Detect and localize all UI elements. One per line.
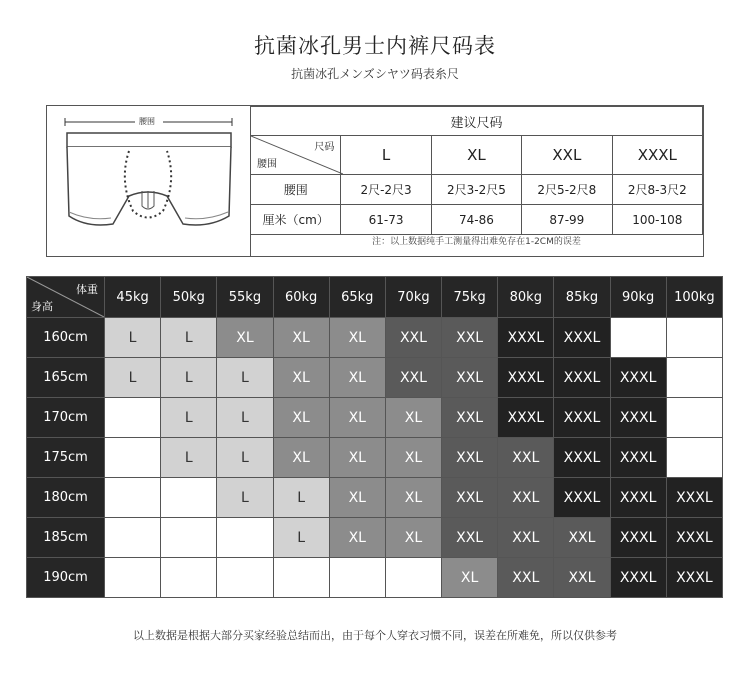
size-cell <box>161 478 217 518</box>
size-cell: XL <box>329 478 385 518</box>
size-cell: XL <box>329 438 385 478</box>
weight-header: 75kg <box>442 277 498 318</box>
size-cell: XXXL <box>610 558 666 598</box>
size-cell: XL <box>329 358 385 398</box>
size-cell: L <box>161 438 217 478</box>
size-cell <box>610 318 666 358</box>
waist-value: 2尺-2尺3 <box>341 175 431 205</box>
size-cell: XXL <box>385 318 441 358</box>
corner-waist-label: 腰围 <box>257 159 277 170</box>
table-row <box>27 358 723 398</box>
table-row <box>27 438 723 478</box>
size-cell <box>217 558 273 598</box>
size-cell: XL <box>385 438 441 478</box>
weight-header: 90kg <box>610 277 666 318</box>
size-cell: L <box>273 478 329 518</box>
size-header: XXL <box>522 136 612 175</box>
weight-header: 50kg <box>161 277 217 318</box>
size-cell: XXL <box>442 398 498 438</box>
page-title: 抗菌冰孔男士内裤尺码表 <box>254 34 496 58</box>
size-cell: XL <box>273 318 329 358</box>
size-cell <box>161 518 217 558</box>
measurement-note: 注：以上数据纯手工测量得出难免存在1-2CM的误差 <box>372 237 581 247</box>
waist-value: 2尺8-3尺2 <box>612 175 702 205</box>
weight-header: 85kg <box>554 277 610 318</box>
page-subtitle: 抗菌冰孔メンズシヤツ码表糸尺 <box>291 67 459 81</box>
size-cell: XL <box>329 518 385 558</box>
size-cell <box>385 558 441 598</box>
size-cell: XXXL <box>666 558 722 598</box>
size-cell: XXL <box>442 478 498 518</box>
size-cell: XXL <box>442 318 498 358</box>
corner-size-label: 尺码 <box>314 142 335 153</box>
size-cell <box>273 558 329 598</box>
size-cell: L <box>273 518 329 558</box>
height-header: 190cm <box>27 558 105 598</box>
weight-header: 45kg <box>105 277 161 318</box>
table-row <box>27 318 723 358</box>
size-cell: XL <box>442 558 498 598</box>
size-cell: L <box>217 478 273 518</box>
table-row <box>27 558 723 598</box>
height-header: 165cm <box>27 358 105 398</box>
size-cell: XL <box>385 398 441 438</box>
size-cell: XXL <box>442 358 498 398</box>
height-header: 175cm <box>27 438 105 478</box>
size-header: L <box>341 136 431 175</box>
size-cell: L <box>161 358 217 398</box>
row-label: 厘米（cm） <box>251 205 341 235</box>
disclaimer-footer: 以上数据是根据大部分买家经验总结而出，由于每个人穿衣习惯不同，误差在所难免，所以仅供参考 <box>133 629 617 642</box>
size-cell: XXXL <box>554 318 610 358</box>
size-cell: XXXL <box>498 358 554 398</box>
size-cell <box>105 558 161 598</box>
weight-header: 100kg <box>666 277 722 318</box>
size-chart-box <box>46 105 704 257</box>
table-row <box>27 398 723 438</box>
waist-label: 腰围 <box>139 117 155 126</box>
size-cell: XXL <box>498 558 554 598</box>
size-cell: L <box>105 318 161 358</box>
size-cell <box>666 438 722 478</box>
size-cell: XXXL <box>666 518 722 558</box>
cm-value: 61-73 <box>341 205 431 235</box>
size-cell <box>105 478 161 518</box>
boxer-illustration-icon <box>47 106 250 256</box>
size-cell: L <box>217 398 273 438</box>
size-cell: XXXL <box>610 438 666 478</box>
table-row <box>27 478 723 518</box>
height-header: 180cm <box>27 478 105 518</box>
size-cell: XL <box>385 518 441 558</box>
cm-value: 100-108 <box>612 205 702 235</box>
size-cell <box>105 398 161 438</box>
grid-corner <box>27 277 105 318</box>
height-weight-grid <box>26 276 723 598</box>
cm-value: 74-86 <box>431 205 521 235</box>
size-cell: L <box>217 358 273 398</box>
size-cell: L <box>217 438 273 478</box>
size-cell <box>329 558 385 598</box>
weight-header: 70kg <box>385 277 441 318</box>
size-cell: XXXL <box>610 518 666 558</box>
size-table-caption: 建议尺码 <box>251 107 703 136</box>
corner-height-label: 身高 <box>31 300 53 313</box>
size-cell <box>161 558 217 598</box>
size-cell: XXL <box>442 438 498 478</box>
size-cell <box>666 318 722 358</box>
size-cell: XXXL <box>610 478 666 518</box>
waist-value: 2尺3-2尺5 <box>431 175 521 205</box>
size-cell: XXXL <box>554 478 610 518</box>
size-cell: XXXL <box>498 318 554 358</box>
size-table-corner <box>251 136 341 175</box>
size-header: XXXL <box>612 136 702 175</box>
size-cell: L <box>161 318 217 358</box>
size-cell: XXXL <box>666 478 722 518</box>
size-cell: XXXL <box>554 398 610 438</box>
size-cell <box>105 518 161 558</box>
size-cell: XXL <box>498 478 554 518</box>
size-cell: XXXL <box>498 398 554 438</box>
weight-header: 80kg <box>498 277 554 318</box>
size-cell: XXXL <box>554 438 610 478</box>
height-header: 170cm <box>27 398 105 438</box>
height-header: 185cm <box>27 518 105 558</box>
cm-value: 87-99 <box>522 205 612 235</box>
size-cell: L <box>105 358 161 398</box>
size-cell: XXXL <box>554 358 610 398</box>
underwear-figure <box>47 106 251 256</box>
weight-header: 55kg <box>217 277 273 318</box>
size-cell <box>105 438 161 478</box>
size-cell: XXL <box>554 518 610 558</box>
size-cell <box>666 398 722 438</box>
size-cell <box>217 518 273 558</box>
size-cell: XXL <box>498 518 554 558</box>
corner-weight-label: 体重 <box>76 283 98 296</box>
size-cell: L <box>161 398 217 438</box>
size-cell: XXL <box>442 518 498 558</box>
height-header: 160cm <box>27 318 105 358</box>
size-cell: XXL <box>385 358 441 398</box>
size-cell: XL <box>329 398 385 438</box>
table-row <box>27 518 723 558</box>
size-cell: XL <box>273 358 329 398</box>
size-cell: XXXL <box>610 398 666 438</box>
size-cell: XL <box>273 438 329 478</box>
weight-header: 65kg <box>329 277 385 318</box>
size-header: XL <box>431 136 521 175</box>
size-cell: XXL <box>498 438 554 478</box>
size-cell <box>666 358 722 398</box>
size-cell: XL <box>217 318 273 358</box>
size-cell: XXXL <box>610 358 666 398</box>
weight-header: 60kg <box>273 277 329 318</box>
size-cell: XL <box>385 478 441 518</box>
size-cell: XL <box>329 318 385 358</box>
size-cell: XL <box>273 398 329 438</box>
recommended-size-table <box>250 106 703 256</box>
row-label: 腰围 <box>251 175 341 205</box>
size-cell: XXL <box>554 558 610 598</box>
waist-value: 2尺5-2尺8 <box>522 175 612 205</box>
